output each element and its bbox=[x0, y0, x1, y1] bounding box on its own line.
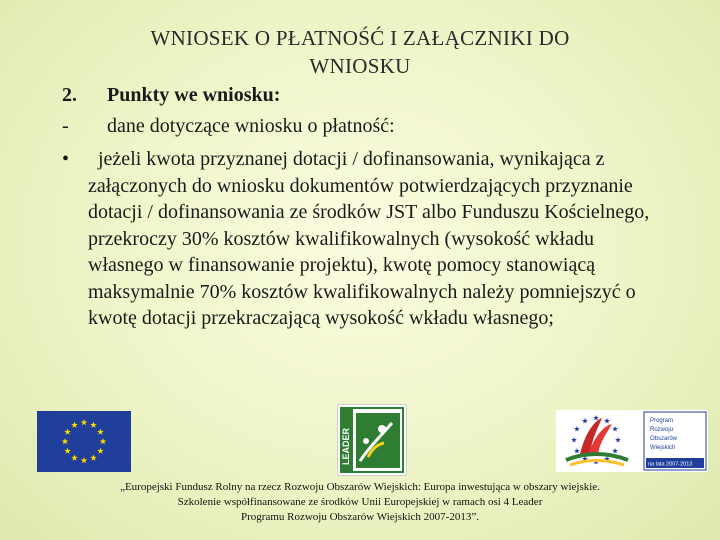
list-item-text-content: jeżeli kwota przyznanej dotacji / dofinansowania, wynikająca z załączonych do wniosku dokumentów potwierdzających przyznanie dotacji / dofinansowania ze środków JST albo Funduszu Kościelnego, przekroczy 30% kosztów kwalifikowalnych (wysokość wkładu własnego w finansowanie projektu), kwotę pomocy stanowiącą maksymalnie 70% kosztów kwalifikowalnych należy pomniejszyć o kwotę dotacji przekraczającą wysokość wkładu własnego; bbox=[88, 148, 650, 329]
eu-flag-icon bbox=[37, 411, 131, 472]
leader-logo-icon bbox=[337, 404, 407, 476]
section-heading-text: Punkty we wniosku: bbox=[107, 84, 281, 106]
footer-line: Programu Rozwoju Obszarów Wiejskich 2007-2013”. bbox=[241, 511, 479, 523]
footer-line: Szkolenie współfinansowane ze środków Unii Europejskiej w ramach osi 4 Leader bbox=[177, 496, 543, 508]
section-number: 2. bbox=[62, 84, 77, 106]
rural-development-programme-logo-icon bbox=[556, 410, 708, 472]
section-heading bbox=[62, 84, 280, 107]
slide-title: WNIOSEK O PŁATNOŚĆ I ZAŁĄCZNIKI DO WNIOSKU bbox=[150, 26, 570, 78]
list-item bbox=[62, 115, 395, 138]
rural-logo-text: na lata 2007-2013 bbox=[648, 461, 693, 468]
rural-logo-text: Rozwoju bbox=[650, 427, 674, 433]
footer-line: „Europejski Fundusz Rolny na rzecz Rozwoju Obszarów Wiejskich: Europa inwestująca w obszary wiejskie. bbox=[120, 481, 600, 493]
list-item-text: dane dotyczące wniosku o płatność: bbox=[107, 115, 395, 137]
list-item bbox=[62, 146, 662, 332]
list-item-text bbox=[88, 146, 662, 332]
rural-logo-text: Wiejskich bbox=[650, 445, 676, 451]
rural-logo-text: Program bbox=[650, 418, 674, 424]
rural-logo-text: Obszarów bbox=[650, 436, 678, 442]
leader-logo-text: LEADER bbox=[341, 427, 351, 465]
dash-marker: - bbox=[62, 115, 69, 137]
bullet-marker: • bbox=[62, 148, 70, 170]
footer-note bbox=[70, 480, 650, 525]
